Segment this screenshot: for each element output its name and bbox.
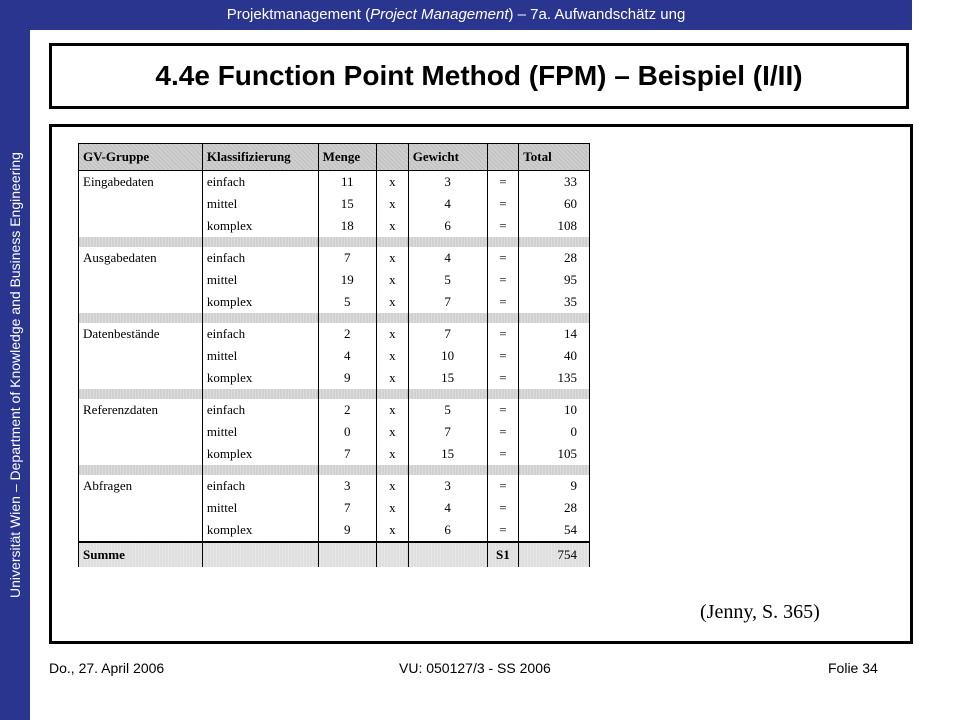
klassifizierung-cell: mittel [202,421,318,443]
slide-title: 4.4e Function Point Method (FPM) – Beispiel (I/II) [49,43,909,109]
gewicht-cell: 7 [408,323,487,345]
separator-cell [202,237,318,247]
klassifizierung-cell: komplex [202,215,318,237]
total-cell: 95 [519,269,590,291]
times-cell: x [376,367,408,389]
gewicht-cell: 3 [408,171,487,194]
table-row [79,399,590,421]
menge-cell: 2 [318,323,376,345]
gv-gruppe-cell [79,519,203,542]
equals-cell: = [487,367,519,389]
menge-cell: 5 [318,291,376,313]
menge-cell: 2 [318,399,376,421]
summary-key: S1 [487,542,519,567]
group-separator [79,389,590,399]
times-cell: x [376,421,408,443]
gewicht-cell: 5 [408,269,487,291]
separator-cell [408,389,487,399]
separator-cell [519,465,590,475]
menge-cell: 0 [318,421,376,443]
gv-gruppe-cell: Eingabedaten [79,171,203,194]
separator-cell [519,389,590,399]
gv-gruppe-cell [79,367,203,389]
gewicht-cell: 4 [408,497,487,519]
klassifizierung-cell: komplex [202,291,318,313]
klassifizierung-cell: einfach [202,475,318,497]
klassifizierung-cell: mittel [202,193,318,215]
times-cell: x [376,345,408,367]
table-row [79,247,590,269]
summary-label: Summe [79,542,203,567]
gv-gruppe-cell [79,345,203,367]
menge-cell: 7 [318,443,376,465]
gv-gruppe-cell [79,421,203,443]
table-row [79,367,590,389]
summary-empty [202,542,318,567]
table-row [79,323,590,345]
equals-cell: = [487,519,519,542]
separator-cell [487,465,519,475]
gv-gruppe-cell [79,291,203,313]
times-cell: x [376,399,408,421]
gewicht-cell: 5 [408,399,487,421]
total-cell: 35 [519,291,590,313]
equals-cell: = [487,475,519,497]
summary-empty [318,542,376,567]
separator-cell [79,237,203,247]
summary-empty [376,542,408,567]
menge-cell: 4 [318,345,376,367]
col-header-klassifizierung: Klassifizierung [202,144,318,171]
menge-cell: 19 [318,269,376,291]
col-header-gv-gruppe: GV-Gruppe [79,144,203,171]
equals-cell: = [487,345,519,367]
menge-cell: 7 [318,247,376,269]
separator-cell [318,313,376,323]
equals-cell: = [487,171,519,194]
total-cell: 9 [519,475,590,497]
gewicht-cell: 15 [408,443,487,465]
equals-cell: = [487,443,519,465]
content-frame [49,124,913,644]
header-prefix: Projektmanagement ( [226,6,371,23]
table-row [79,519,590,542]
table-row [79,291,590,313]
col-header-eq [487,144,519,171]
gewicht-cell: 6 [408,519,487,542]
col-header-menge: Menge [318,144,376,171]
gv-gruppe-cell [79,497,203,519]
gewicht-cell: 7 [408,291,487,313]
separator-cell [318,237,376,247]
total-cell: 0 [519,421,590,443]
separator-cell [376,313,408,323]
separator-cell [408,465,487,475]
table-row [79,215,590,237]
separator-cell [408,237,487,247]
separator-cell [318,465,376,475]
table-header-row [79,144,590,171]
separator-cell [519,313,590,323]
times-cell: x [376,171,408,194]
menge-cell: 15 [318,193,376,215]
gewicht-cell: 4 [408,193,487,215]
klassifizierung-cell: komplex [202,367,318,389]
gv-gruppe-cell: Ausgabedaten [79,247,203,269]
menge-cell: 7 [318,497,376,519]
total-cell: 28 [519,497,590,519]
source-citation: (Jenny, S. 365) [700,601,820,623]
separator-cell [202,465,318,475]
total-cell: 108 [519,215,590,237]
equals-cell: = [487,497,519,519]
separator-cell [519,237,590,247]
summary-row [79,542,590,567]
gewicht-cell: 3 [408,475,487,497]
total-cell: 54 [519,519,590,542]
group-separator [79,237,590,247]
footer-course: VU: 050127/3 - SS 2006 [399,660,551,676]
times-cell: x [376,247,408,269]
menge-cell: 11 [318,171,376,194]
scanned-table-image [73,139,605,635]
times-cell: x [376,291,408,313]
gv-gruppe-cell: Datenbestände [79,323,203,345]
header-bar [0,0,912,30]
times-cell: x [376,443,408,465]
times-cell: x [376,497,408,519]
klassifizierung-cell: mittel [202,269,318,291]
klassifizierung-cell: mittel [202,497,318,519]
gv-gruppe-cell: Referenzdaten [79,399,203,421]
times-cell: x [376,193,408,215]
footer-slide-number: Folie 34 [828,660,878,676]
summary-empty [408,542,487,567]
gv-gruppe-cell [79,269,203,291]
gv-gruppe-cell: Abfragen [79,475,203,497]
table-row [79,497,590,519]
separator-cell [202,389,318,399]
table-row [79,193,590,215]
header-italic: Project Management [370,6,509,23]
equals-cell: = [487,291,519,313]
separator-cell [376,389,408,399]
total-cell: 14 [519,323,590,345]
klassifizierung-cell: mittel [202,345,318,367]
separator-cell [487,237,519,247]
equals-cell: = [487,193,519,215]
total-cell: 10 [519,399,590,421]
equals-cell: = [487,269,519,291]
separator-cell [79,389,203,399]
menge-cell: 9 [318,519,376,542]
group-separator [79,465,590,475]
separator-cell [376,465,408,475]
gewicht-cell: 7 [408,421,487,443]
times-cell: x [376,475,408,497]
separator-cell [376,237,408,247]
total-cell: 40 [519,345,590,367]
total-cell: 60 [519,193,590,215]
gewicht-cell: 4 [408,247,487,269]
klassifizierung-cell: einfach [202,171,318,194]
sidebar-text: Universität Wien – Department of Knowledge and Business Engineering [7,152,23,598]
total-cell: 105 [519,443,590,465]
gv-gruppe-cell [79,193,203,215]
total-cell: 28 [519,247,590,269]
times-cell: x [376,269,408,291]
separator-cell [79,465,203,475]
sidebar-bar [0,30,30,720]
equals-cell: = [487,421,519,443]
equals-cell: = [487,399,519,421]
table-row [79,421,590,443]
gewicht-cell: 6 [408,215,487,237]
gv-gruppe-cell [79,215,203,237]
table-row [79,475,590,497]
separator-cell [79,313,203,323]
table-body [79,171,590,568]
header-suffix: ) – 7a. Aufwandschätz ung [508,6,686,23]
separator-cell [487,389,519,399]
times-cell: x [376,323,408,345]
separator-cell [408,313,487,323]
klassifizierung-cell: einfach [202,247,318,269]
separator-cell [318,389,376,399]
equals-cell: = [487,215,519,237]
gewicht-cell: 10 [408,345,487,367]
table-row [79,345,590,367]
klassifizierung-cell: komplex [202,443,318,465]
table-row [79,171,590,194]
times-cell: x [376,215,408,237]
separator-cell [487,313,519,323]
col-header-gewicht: Gewicht [408,144,487,171]
footer-date: Do., 27. April 2006 [49,660,165,676]
group-separator [79,313,590,323]
function-point-table [78,143,590,567]
col-header-total: Total [519,144,590,171]
separator-cell [202,313,318,323]
table-row [79,443,590,465]
equals-cell: = [487,247,519,269]
col-header-x [376,144,408,171]
klassifizierung-cell: einfach [202,323,318,345]
total-cell: 135 [519,367,590,389]
times-cell: x [376,519,408,542]
gv-gruppe-cell [79,443,203,465]
table-row [79,269,590,291]
klassifizierung-cell: komplex [202,519,318,542]
gewicht-cell: 15 [408,367,487,389]
klassifizierung-cell: einfach [202,399,318,421]
total-cell: 33 [519,171,590,194]
menge-cell: 9 [318,367,376,389]
menge-cell: 18 [318,215,376,237]
equals-cell: = [487,323,519,345]
menge-cell: 3 [318,475,376,497]
summary-total: 754 [519,542,590,567]
